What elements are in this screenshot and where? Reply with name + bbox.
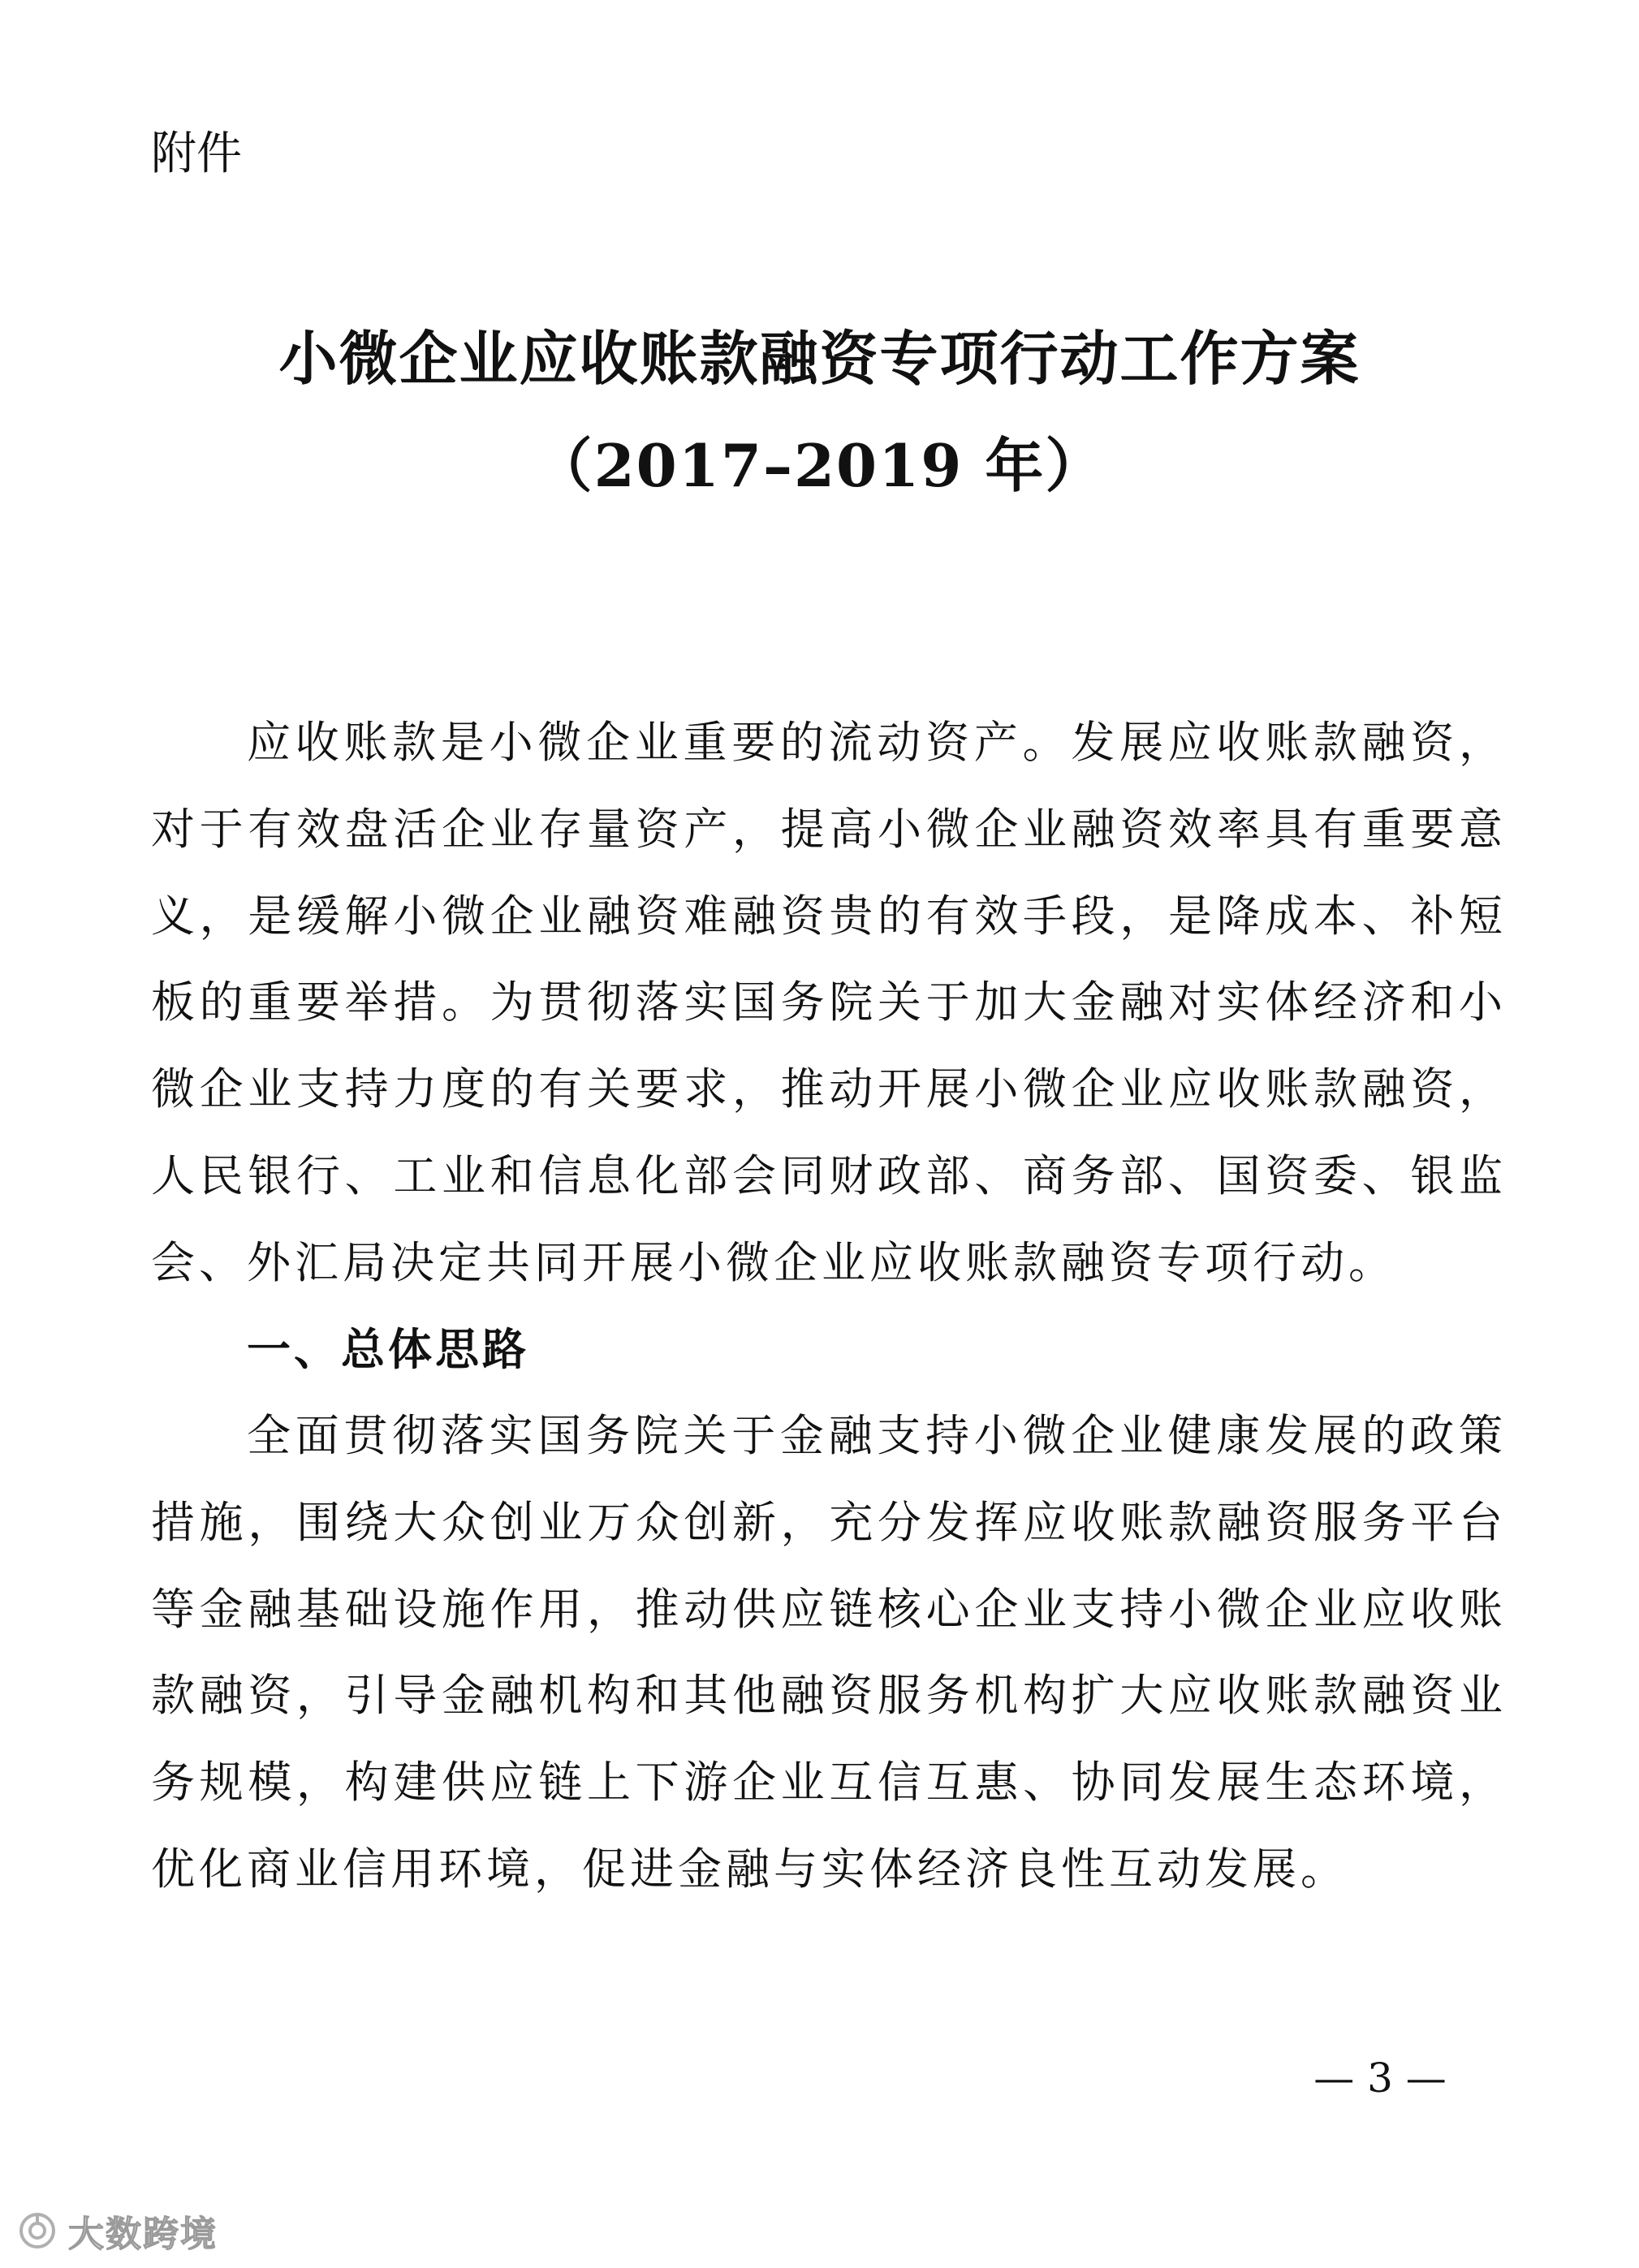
document-title-years: （2017–2019 年） [533, 431, 1106, 500]
body-paragraph-intro: 应收账款是小微企业重要的流动资产。发展应收账款融资，对于有效盘活企业存量资产，提高小微企业融资效率具有重要意义，是缓解小微企业融资难融资贵的有效手段，是降成本、补短板的重要举措。为贯彻落实国务院关于加大金融对实体经济和小微企业支持力度的有关要求，推动开展小微企业应收账款融资，人民银行、工业和信息化部会同财政部、商务部、国资委、银监会、外汇局决定共同开展小微企业应收账款融资专项行动。 [151, 717, 1507, 1288]
body-paragraph-overall-approach: 全面贯彻落实国务院关于金融支持小微企业健康发展的政策措施，围绕大众创业万众创新，充分发挥应收账款融资服务平台等金融基础设施作用，推动供应链核心企业支持小微企业应收账款融资，引导金融机构和其他融资服务机构扩大应收账款融资业务规模，构建供应链上下游企业互信互惠、协同发展生态环境，优化商业信用环境，促进金融与实体经济良性互动发展。 [151, 1410, 1507, 1895]
document-title: 小微企业应收账款融资专项行动工作方案 [278, 324, 1361, 393]
section-heading-overall-approach: 一、总体思路 [247, 1324, 529, 1375]
attachment-label: 附件 [151, 127, 242, 180]
brand-logo-icon [18, 2211, 57, 2250]
page-number: — 3 — [1313, 2055, 1447, 2102]
watermark [18, 2205, 218, 2257]
watermark-text: 大数跨境 [68, 2214, 218, 2255]
